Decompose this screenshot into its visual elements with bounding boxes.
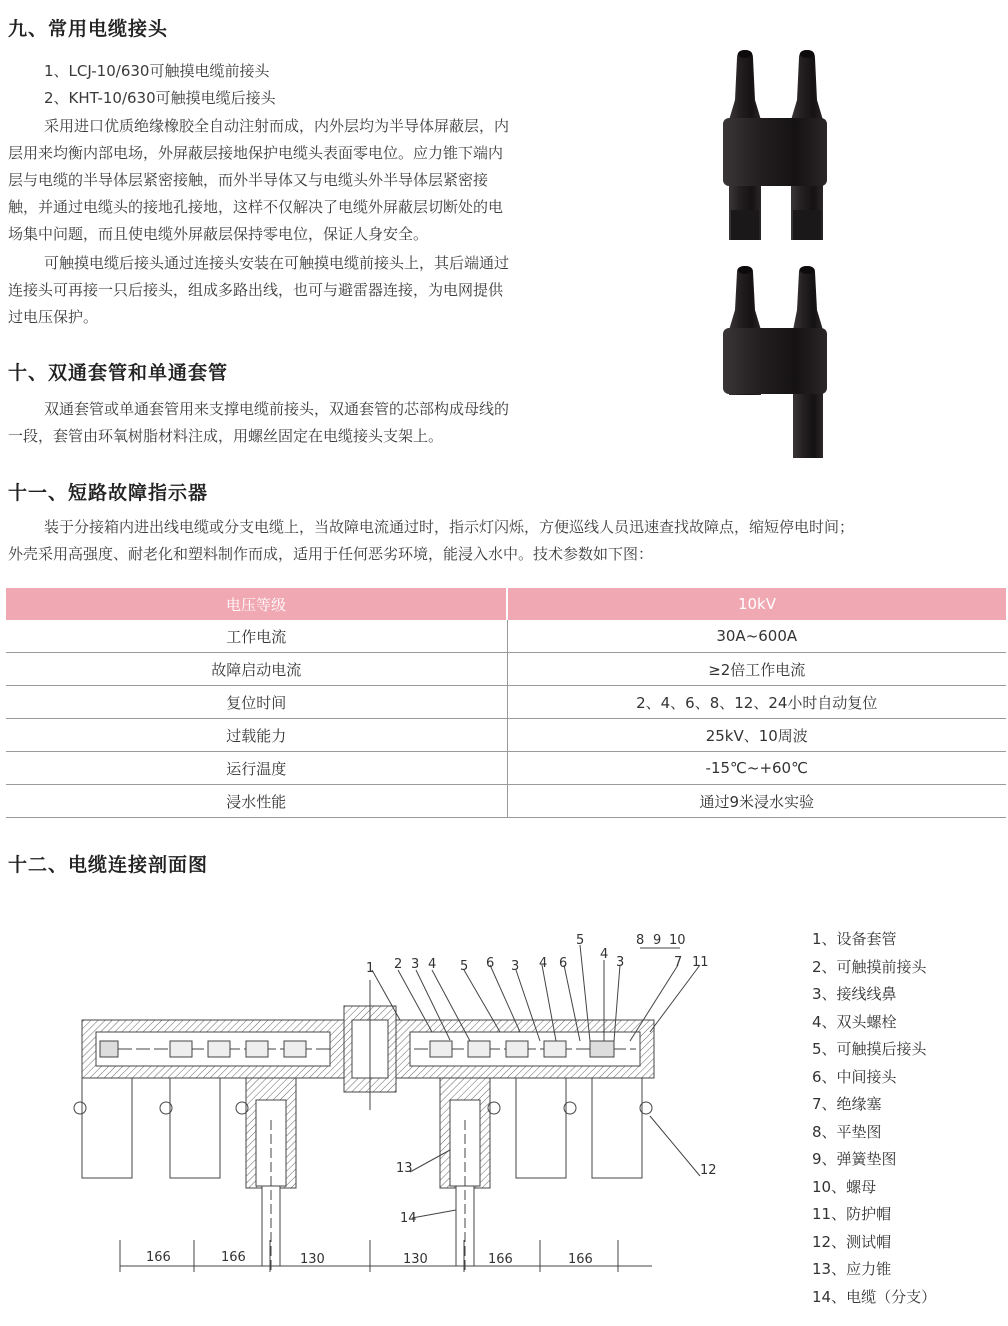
dimension-label: 166 xyxy=(568,1252,593,1267)
callout-label: 6 xyxy=(486,956,495,971)
callout-label: 10 xyxy=(669,933,686,948)
rear-connector-image xyxy=(723,266,827,458)
text-line: 场集中问题，而且使电缆外屏蔽层保持零电位，保证人身安全。 xyxy=(8,225,429,243)
table-cell: 浸水性能 xyxy=(6,785,507,818)
section9-para2 xyxy=(8,250,608,331)
callout-label: 3 xyxy=(511,959,520,974)
callout-label: 5 xyxy=(460,959,469,974)
legend-item: 10、螺母 xyxy=(812,1177,877,1196)
callout-label: 4 xyxy=(600,947,609,962)
callout-label: 14 xyxy=(400,1211,417,1226)
text-line: 连接头可再接一只后接头，组成多路出线，也可与避雷器连接，为电网提供 xyxy=(8,281,504,299)
section9-title: 九、常用电缆接头 xyxy=(8,18,169,40)
callout-label: 11 xyxy=(692,955,709,970)
legend-item: 2、可触摸前接头 xyxy=(812,957,927,976)
callout-label: 13 xyxy=(396,1161,413,1176)
dimension-label: 166 xyxy=(221,1250,246,1265)
section11-title: 十一、短路故障指示器 xyxy=(8,482,209,504)
callout-label: 6 xyxy=(559,956,568,971)
dimension-label: 166 xyxy=(146,1250,171,1265)
callout-label: 2 xyxy=(394,957,403,972)
callout-label: 5 xyxy=(576,933,585,948)
legend-item: 7、绝缘塞 xyxy=(812,1095,882,1113)
text-line: 外壳采用高强度、耐老化和塑料制作而成，适用于任何恶劣环境，能浸入水中。技术参数如下图： xyxy=(8,545,654,563)
legend-item: 1、设备套管 xyxy=(812,930,897,948)
table-cell: 通过9米浸水实验 xyxy=(507,785,1006,818)
table-header-row xyxy=(6,588,1006,620)
table-row xyxy=(6,686,1006,719)
table-row xyxy=(6,653,1006,686)
table-cell: 复位时间 xyxy=(6,686,507,719)
text-line: 过电压保护。 xyxy=(8,308,99,326)
table-header-cell: 电压等级 xyxy=(6,588,507,620)
table-cell: 过载能力 xyxy=(6,719,507,752)
section10-title: 十、双通套管和单通套管 xyxy=(8,362,229,384)
legend-item: 13、应力锥 xyxy=(812,1260,892,1278)
table-row xyxy=(6,752,1006,785)
text-line: 双通套管或单通套管用来支撑电缆前接头，双通套管的芯部构成母线的 xyxy=(44,400,510,418)
legend-item: 11、防护帽 xyxy=(812,1205,892,1223)
legend-item: 14、电缆（分支） xyxy=(812,1287,937,1306)
section9-item2: 2、KHT-10/630可触摸电缆后接头 xyxy=(44,89,276,107)
legend-item: 3、接线线鼻 xyxy=(812,985,897,1003)
front-connector-image xyxy=(723,50,827,240)
callout-label: 3 xyxy=(411,957,420,972)
text-line: 装于分接箱内进出线电缆或分支电缆上，当故障电流通过时，指示灯闪烁，方便巡线人员迅速查找故障点，缩短停电时间； xyxy=(44,518,855,536)
text-line: 一段，套管由环氧树脂材料注成，用螺丝固定在电缆接头支架上。 xyxy=(8,427,444,445)
table-row xyxy=(6,620,1006,653)
table-cell: -15℃~+60℃ xyxy=(507,752,1006,785)
text-line: 层与电缆的半导体层紧密接触，而外半导体又与电缆头外半导体层紧密接 xyxy=(8,171,489,189)
dimension-label: 130 xyxy=(300,1252,325,1267)
diagram-legend xyxy=(812,926,936,1311)
legend-item: 12、测试帽 xyxy=(812,1232,892,1251)
callout-label: 9 xyxy=(653,933,662,948)
legend-item: 9、弹簧垫图 xyxy=(812,1150,897,1168)
callout-label: 12 xyxy=(700,1163,717,1178)
section9-item1: 1、LCJ-10/630可触摸电缆前接头 xyxy=(44,62,270,80)
table-header-cell: 10kV xyxy=(507,588,1006,620)
cable-connector-photo xyxy=(715,40,835,460)
dimension-label: 166 xyxy=(488,1252,513,1267)
table-row xyxy=(6,785,1006,818)
callout-label: 3 xyxy=(616,955,625,970)
callout-label: 4 xyxy=(539,956,548,971)
cable-connection-diagram xyxy=(0,920,800,1310)
table-cell: 30A~600A xyxy=(507,620,1006,653)
table-cell: 25kV、10周波 xyxy=(507,719,1006,752)
legend-item: 5、可触摸后接头 xyxy=(812,1040,927,1058)
section12-title: 十二、电缆连接剖面图 xyxy=(8,854,209,876)
text-line: 层用来均衡内部电场，外屏蔽层接地保护电缆头表面零电位。应力锥下端内 xyxy=(8,144,504,162)
spec-table xyxy=(6,588,1006,818)
table-cell: 故障启动电流 xyxy=(6,653,507,686)
table-cell: 工作电流 xyxy=(6,620,507,653)
text-line: 触，并通过电缆头的接地孔接地，这样不仅解决了电缆外屏蔽层切断处的电 xyxy=(8,198,504,216)
section9-para1 xyxy=(8,113,608,248)
table-cell: 2、4、6、8、12、24小时自动复位 xyxy=(507,686,1006,719)
callout-label: 8 xyxy=(636,933,645,948)
callout-label: 1 xyxy=(366,961,375,976)
section11-para xyxy=(8,514,1003,568)
dimension-labels xyxy=(146,1250,593,1267)
text-line: 可触摸电缆后接头通过连接头安装在可触摸电缆前接头上，其后端通过 xyxy=(44,254,510,272)
table-cell: 运行温度 xyxy=(6,752,507,785)
legend-item: 4、双头螺栓 xyxy=(812,1012,897,1031)
table-cell: ≥2倍工作电流 xyxy=(507,653,1006,686)
section10-para xyxy=(8,396,608,450)
callout-label: 4 xyxy=(428,957,437,972)
legend-item: 8、平垫图 xyxy=(812,1122,882,1141)
table-row xyxy=(6,719,1006,752)
legend-item: 6、中间接头 xyxy=(812,1067,897,1086)
callout-label: 7 xyxy=(674,955,683,970)
text-line: 采用进口优质绝缘橡胶全自动注射而成，内外层均为半导体屏蔽层，内 xyxy=(44,117,510,135)
dimension-label: 130 xyxy=(403,1252,428,1267)
